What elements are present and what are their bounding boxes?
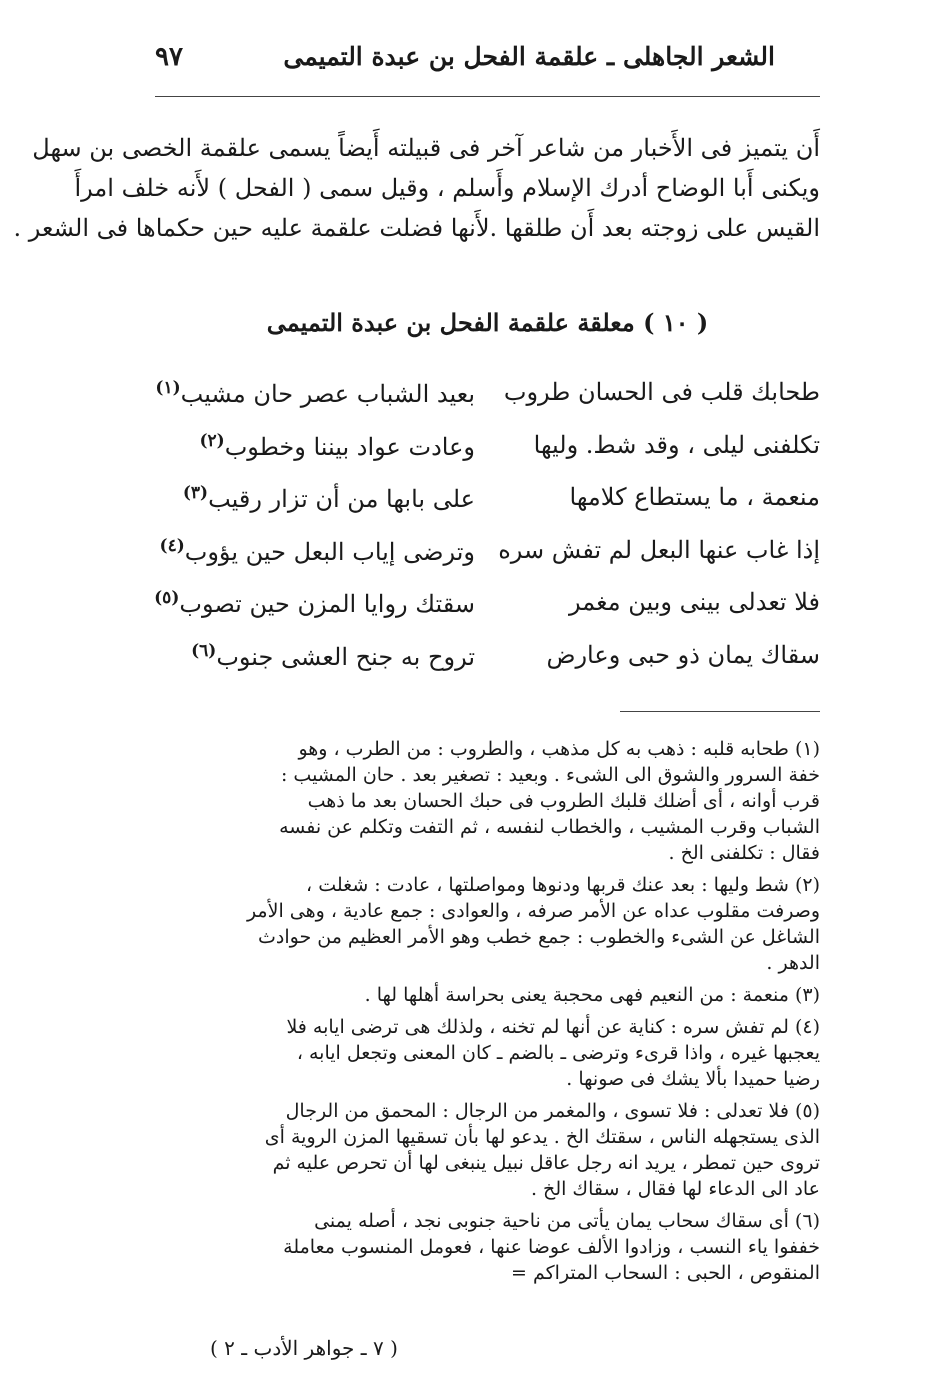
intro-line: القيس على زوجته بعد أَن طلقها .لأَنها فضلت علقمة عليه حين حكماها فى الشعر . (13, 214, 820, 242)
printer-signature: ( ٧ ـ جواهر الأدب ـ ٢ ) (210, 1336, 398, 1360)
footnote-line: خففوا ياء النسب ، وزادوا الألف عوضا عنها ، فعومل المنسوب معاملة (283, 1236, 820, 1258)
footnote-ref: (٢) (199, 430, 225, 451)
intro-line: أَن يتميز فى الأَخبار من شاعر آخر فى قبيلته أَيضاً يسمى علقمة الخصى بن سهل (32, 134, 820, 162)
footnote-line: فقال : تكلفنى الخ . (668, 842, 820, 864)
verse-second-hemistich (155, 641, 475, 671)
footnote-line: الشاغل عن الشىء والخطوب : جمع خطب وهو الأمر العظيم من حوادث (258, 926, 820, 948)
verse-second-hemistich (155, 483, 475, 513)
footnote-line: يعجبها غيره ، واذا قرىء وترضى ـ بالضم ـ كان المعنى وتجعل ايابه ، (296, 1042, 820, 1064)
running-header (155, 42, 775, 82)
footnote-line: (٢) شط وليها : بعد عنك قربها ودنوها ومواصلتها ، عادت : شغلت ، (306, 874, 820, 896)
page-number: ٩٧ (155, 42, 183, 72)
intro-paragraph (13, 128, 820, 248)
footnote (158, 1014, 820, 1092)
poem-verses (155, 372, 820, 687)
header-title: الشعر الجاهلى ـ علقمة الفحل بن عبدة التميمى (283, 42, 775, 71)
footnote-ref: (٤) (159, 535, 185, 556)
verse (155, 477, 820, 530)
verse-second-hemistich (155, 588, 475, 618)
footnote (158, 982, 820, 1008)
intro-line: ويكنى أَبا الوضاح أدرك الإسلام وأَسلم ، وقيل سمى ( الفحل ) لأَنه خلف امرأَ (74, 174, 820, 202)
footnote-line: الدهر . (766, 952, 820, 974)
footnote-line: عاد الى الدعاء لها فقال ، سقاك الخ . (530, 1178, 820, 1200)
verse (155, 425, 820, 478)
footnote-line: المنقوص ، الحبى : السحاب المتراكم = (511, 1262, 820, 1284)
verse (155, 372, 820, 425)
footnote (158, 1098, 820, 1202)
verse (155, 582, 820, 635)
footnote (158, 872, 820, 976)
footnote (158, 1208, 820, 1286)
verse-second-text: وترضى إياب البعل حين يؤوب (184, 537, 475, 566)
verse (155, 635, 820, 688)
verse-second-hemistich (155, 536, 475, 566)
verse (155, 530, 820, 583)
footnote-line: (٦) أى سقاك سحاب يمان يأتى من ناحية جنوبى نجد ، أصله يمنى (314, 1210, 820, 1232)
footnote-line: تروى حين تمطر ، يريد انه رجل عاقل نبيل ينبغى لها أن تحرص عليه ثم (272, 1152, 820, 1174)
verse-second-text: وعادت عواد بيننا وخطوب (224, 432, 475, 461)
footnote-ref: (٣) (182, 483, 209, 503)
header-rule (155, 96, 820, 97)
footnote-line: رضيا حميدا بألا يشك فى صونها . (566, 1068, 820, 1090)
verse-second-hemistich (155, 431, 475, 461)
footnote-line: (٥) فلا تعدلى : فلا تسوى ، والمغمر من الرجال : المحمق من الرجال (285, 1100, 820, 1122)
footnote (158, 736, 820, 866)
footnote-line: (٤) لم تفش سره : كناية عن أنها لم تخنه ، ولذلك هى ترضى ايابه فلا (286, 1016, 820, 1038)
poem-title: ( ١٠ ) معلقة علقمة الفحل بن عبدة التميمى (266, 308, 709, 337)
footnote-line: (٣) منعمة : من النعيم فهى محجبة يعنى بحراسة أهلها لها . (364, 984, 820, 1006)
verse-second-text: تروح به جنح العشى جنوب (216, 642, 475, 671)
verse-second-text: سقتك روايا المزن حين تصوب (179, 590, 475, 618)
footnote-rule (620, 711, 820, 712)
verse-second-text: بعيد الشباب عصر حان مشيب (180, 380, 475, 408)
verse-first-hemistich: تكلفنى ليلى ، وقد شط. وليها (533, 430, 820, 459)
footnotes (158, 736, 820, 1292)
verse-first-hemistich: فلا تعدلى بينى وبين مغمر (569, 588, 820, 616)
verse-first-hemistich: إذا غاب عنها البعل لم تفش سره (498, 535, 820, 564)
verse-first-hemistich: طحابك قلب فى الحسان طروب (503, 378, 820, 406)
footnote-line: وصرفت مقلوب عداه عن الأمر صرفه ، والعوادى : جمع عادية ، وهى الأمر (246, 900, 820, 922)
footnote-line: الذى يستجهله الناس ، سقتك الخ . يدعو لها بأن تسقيها المزن الروية أى (264, 1126, 820, 1148)
verse-first-hemistich: سقاك يمان ذو حبى وعارض (546, 640, 820, 669)
footnote-line: خفة السرور والشوق الى الشىء . وبعيد : تصغير بعد . حان المشيب : (280, 764, 820, 786)
footnote-line: (١) طحابه قلبه : ذهب به كل مذهب ، والطروب : من الطرب ، وهو (298, 738, 820, 760)
verse-second-hemistich (155, 378, 475, 408)
footnote-line: الشباب وقرب المشيب ، والخطاب لنفسه ، ثم التفت وتكلم عن نفسه (279, 816, 820, 838)
verse-second-text: على بابها من أن تزار رقيب (208, 485, 475, 513)
verse-first-hemistich: منعمة ، ما يستطاع كلامها (569, 483, 820, 511)
footnote-ref: (٥) (154, 588, 180, 608)
footnote-line: قرب أوانه ، أى أضلك قلبك الطروب فى حبك الحسان بعد ما ذهب (307, 790, 820, 812)
footnote-ref: (١) (155, 378, 181, 398)
footnote-ref: (٦) (191, 640, 217, 661)
